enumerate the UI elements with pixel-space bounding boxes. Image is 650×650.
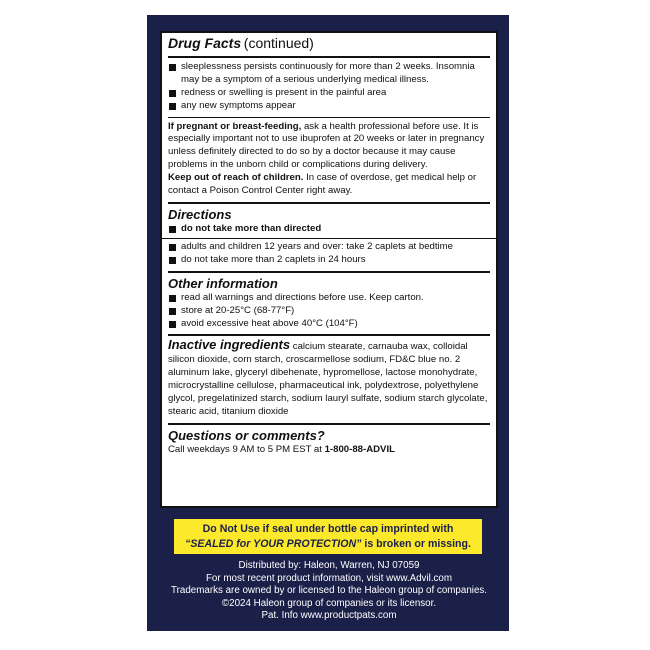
bullet-square-icon bbox=[169, 257, 176, 264]
other-information-heading: Other information bbox=[168, 275, 278, 291]
seal-warning-quote: “SEALED for YOUR PROTECTION” bbox=[185, 538, 362, 550]
seal-warning-rest: is broken or missing. bbox=[364, 538, 471, 550]
product-info-line: For most recent product information, visit www.Advil.com bbox=[205, 572, 453, 584]
stop-use-section bbox=[168, 58, 490, 118]
divider bbox=[162, 238, 496, 239]
bullet-square-icon bbox=[169, 90, 176, 97]
drug-facts-box bbox=[160, 31, 498, 508]
seal-warning-line2 bbox=[174, 537, 482, 552]
seal-warning-box bbox=[174, 519, 482, 554]
other-information-section bbox=[168, 273, 490, 337]
bullet-square-icon bbox=[169, 103, 176, 110]
directions-item: adults and children 12 years and over: take 2 caplets at bedtime bbox=[181, 240, 453, 252]
trademark-line: Trademarks are owned by or licensed to the Haleon group of companies. bbox=[170, 585, 488, 597]
drug-facts-title-row bbox=[168, 33, 490, 58]
bullet-square-icon bbox=[169, 321, 176, 328]
other-information-item: store at 20-25°C (68-77°F) bbox=[181, 304, 295, 316]
other-information-item: avoid excessive heat above 40°C (104°F) bbox=[181, 317, 358, 329]
list-item bbox=[168, 305, 490, 318]
questions-text: Call weekdays 9 AM to 5 PM EST at bbox=[168, 443, 322, 455]
questions-line bbox=[168, 444, 490, 457]
questions-heading: Questions or comments? bbox=[168, 427, 325, 443]
questions-phone: 1-800-88-ADVIL bbox=[324, 443, 395, 455]
pregnancy-label: If pregnant or breast-feeding, bbox=[168, 120, 302, 132]
pregnancy-text: ask a health professional before use. It is especially important not to use ibuprofen at 20 weeks or later in pregnancy unless definitely directed to do so by a doctor because it may cause problems in the unborn child or complications during delivery. bbox=[168, 120, 485, 171]
list-item bbox=[168, 61, 490, 87]
drug-facts-title: Drug Facts bbox=[168, 35, 242, 51]
questions-section bbox=[168, 425, 490, 461]
list-item bbox=[168, 254, 490, 267]
patent-line: Pat. Info www.productpats.com bbox=[261, 610, 397, 622]
inactive-ingredients-section bbox=[168, 336, 490, 424]
list-item bbox=[168, 100, 490, 113]
list-item bbox=[168, 223, 490, 236]
list-item bbox=[168, 318, 490, 331]
directions-section bbox=[168, 204, 490, 273]
list-item bbox=[168, 292, 490, 305]
copyright-line: ©2024 Haleon group of companies or its licensor. bbox=[221, 597, 437, 609]
pregnancy-section bbox=[168, 118, 490, 204]
bullet-square-icon bbox=[169, 64, 176, 71]
list-item bbox=[168, 241, 490, 254]
distributor-line: Distributed by: Haleon, Warren, NJ 07059 bbox=[238, 560, 420, 571]
inactive-ingredients-heading: Inactive ingredients bbox=[168, 337, 291, 353]
directions-heading: Directions bbox=[168, 206, 232, 222]
list-item bbox=[168, 87, 490, 100]
inactive-ingredients-text: calcium stearate, carnauba wax, colloidal silicon dioxide, corn starch, croscarmellose sodium, FD&C blue no. 2 aluminum lake, glyceryl dibehenate, hypromellose, lactose monohydrate, microcrystalline cellulose, pharmaceutical ink, polydextrose, polyethylene glycol, pregelatinized starch, sodium lauryl sulfate, sodium starch glycolate, stearic acid, titanium dioxide bbox=[168, 341, 488, 417]
bullet-square-icon bbox=[169, 308, 176, 315]
seal-warning-line1: Do Not Use if seal under bottle cap imprinted with bbox=[202, 523, 454, 535]
stop-use-item: sleeplessness persists continuously for more than 2 weeks. Insomnia may be a symptom of a serious underlying medical illness. bbox=[181, 60, 475, 85]
keep-out-text: In case of overdose, get medical help or contact a Poison Control Center right away. bbox=[168, 172, 477, 197]
stop-use-item: any new symptoms appear bbox=[181, 99, 296, 111]
pregnancy-warning bbox=[168, 121, 490, 173]
bullet-square-icon bbox=[169, 226, 176, 233]
bullet-square-icon bbox=[169, 295, 176, 302]
directions-item: do not take more than 2 caplets in 24 hours bbox=[181, 253, 366, 265]
other-information-item: read all warnings and directions before use. Keep carton. bbox=[181, 291, 424, 303]
directions-item: do not take more than directed bbox=[181, 222, 322, 234]
keep-out-warning bbox=[168, 172, 490, 198]
drug-facts-title-suffix: (continued) bbox=[243, 35, 314, 51]
keep-out-label: Keep out of reach of children. bbox=[168, 172, 304, 184]
stop-use-item: redness or swelling is present in the painful area bbox=[181, 86, 387, 98]
distribution-info bbox=[160, 560, 498, 623]
bullet-square-icon bbox=[169, 244, 176, 251]
